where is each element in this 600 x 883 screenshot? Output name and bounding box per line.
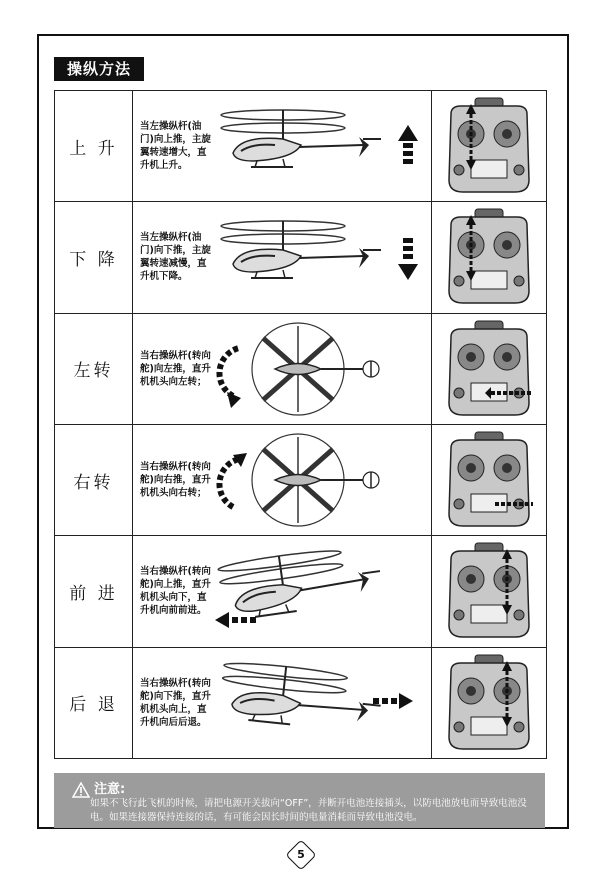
flight-illustration (213, 429, 425, 531)
transmitter-cell (432, 536, 547, 647)
helicopter-illustration (219, 660, 384, 733)
operation-description: 当左操纵杆(油门)向上推，主旋翼转速增大，直升机上升。 (140, 121, 211, 172)
helicopter-illustration (221, 110, 381, 167)
section-title: 操纵方法 (54, 57, 144, 81)
flight-illustration (213, 318, 425, 420)
operation-description-cell (133, 91, 432, 202)
transmitter-illustration (445, 207, 533, 307)
operation-description-cell (133, 313, 432, 424)
operation-description: 当右操纵杆(转向舵)向下推，直升机机头向上，直升机向后后退。 (140, 677, 211, 728)
transmitter-illustration (445, 319, 533, 419)
operation-name: 左转 (55, 313, 133, 424)
arrow-left-icon (215, 612, 256, 628)
operation-description-cell (133, 202, 432, 313)
operation-name: 后 退 (55, 647, 133, 758)
operation-row (55, 202, 547, 313)
transmitter-cell (432, 647, 547, 758)
operation-description: 当左操纵杆(油门)向下推，主旋翼转速减慢，直升机下降。 (140, 232, 211, 283)
transmitter-illustration (445, 430, 533, 530)
warning-triangle-icon (72, 782, 90, 798)
operation-name: 前 进 (55, 536, 133, 647)
flight-illustration (213, 95, 425, 197)
helicopter-illustration (217, 543, 383, 622)
note-box (54, 773, 545, 828)
operation-description: 当右操纵杆(转向舵)向左推，直升机机头向左转； (140, 350, 211, 388)
operation-description-cell (133, 424, 432, 535)
transmitter-cell (432, 313, 547, 424)
note-title: 注意: (94, 782, 126, 797)
arrow-up-icon (398, 125, 418, 164)
transmitter-illustration (445, 541, 533, 641)
operations-table (54, 90, 547, 759)
operation-row (55, 313, 547, 424)
operation-row (55, 536, 547, 647)
helicopter-top-illustration (252, 323, 379, 415)
operation-description: 当右操纵杆(转向舵)向右推，直升机机头向右转； (140, 461, 211, 499)
operation-description-cell (133, 536, 432, 647)
note-heading (72, 778, 125, 798)
transmitter-illustration (445, 653, 533, 753)
note-text: 如果不飞行此飞机的时候，请把电源开关拔向“OFF”，并断开电池连接插头，以防电池放电而导致电池没电。如果连接器保持连接的话，有可能会因长时间的电量消耗而导致电池没电。 (90, 798, 527, 823)
helicopter-top-illustration (252, 434, 379, 526)
operation-row (55, 647, 547, 758)
page-number-badge (285, 839, 316, 870)
operation-name: 右转 (55, 424, 133, 535)
helicopter-illustration (221, 221, 381, 278)
page-number: 5 (297, 848, 305, 861)
transmitter-cell (432, 91, 547, 202)
transmitter-cell (432, 202, 547, 313)
rotate-left-icon (219, 348, 241, 408)
operation-name: 上 升 (55, 91, 133, 202)
transmitter-illustration (445, 96, 533, 196)
arrow-down-icon (398, 238, 418, 280)
operation-row (55, 424, 547, 535)
arrow-right-icon (373, 693, 413, 709)
flight-illustration (213, 206, 425, 308)
operation-description-cell (133, 647, 432, 758)
transmitter-cell (432, 424, 547, 535)
flight-illustration (213, 652, 425, 754)
operation-name: 下 降 (55, 202, 133, 313)
operation-row (55, 91, 547, 202)
rotate-right-icon (219, 453, 247, 507)
flight-illustration (213, 540, 425, 642)
operation-description: 当右操纵杆(转向舵)向上推，直升机机头向下，直升机向前前进。 (140, 566, 211, 617)
